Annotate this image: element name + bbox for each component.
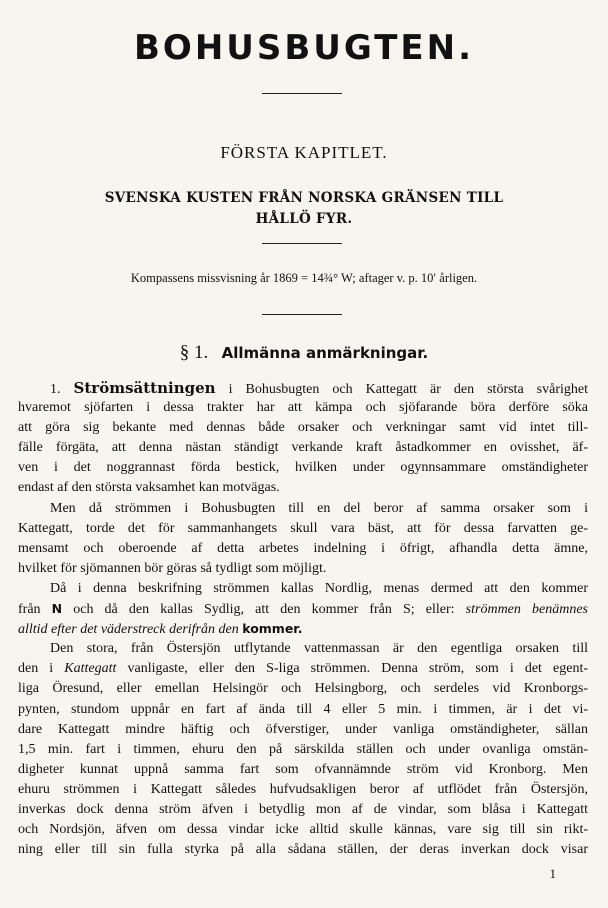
paragraph-4-line-11: ning eller till sin fulla styrka på alla sådana ställen, der deras inverkan dock visar (18, 842, 588, 858)
paragraph-4-line-10: och Nordsjön, äfven om dessa vindar icke alltid skulle kännas, vare sig till sin rikt- (18, 822, 588, 838)
paragraph-4-line-6: 1,5 min. fart i timmen, ehuru den på särskilda ställen och under ovanliga omstän- (18, 741, 588, 757)
paragraph-2-line-3: mensamt och oberoende af detta arbetes indelning i öfrigt, afhandla detta ämne, (18, 540, 588, 556)
paragraph-3-line-1: Då i denna beskrifning strömmen kallas Nordlig, menas dermed att den kommer (50, 580, 588, 596)
page-title: BOHUSBUGTEN. (134, 28, 474, 68)
text-span: i Bohusbugten och Kattegatt är den största svårighet (215, 382, 588, 397)
chapter-subtitle (40, 188, 568, 230)
subtitle-line-2: HÅLLÖ FYR. (255, 211, 353, 227)
compass-variation-note: Kompassens missvisning år 1869 = 14¾° W; aftager v. p. 10′ årligen. (130, 271, 478, 285)
section-number: § 1. (179, 342, 209, 363)
paragraph-3-line-3 (18, 619, 588, 639)
paragraph-2-line-4: hvilket för sjömannen bör göras så tydligt som möjligt. (18, 560, 327, 576)
paragraph-4-line-7: digheter kunnat uppnå samma fart som ofvannämnde ström vid Kronborg. Men (18, 761, 588, 777)
bold-span: kommer. (242, 621, 303, 637)
text-span: från (18, 602, 52, 618)
compass-divider (262, 314, 342, 315)
paragraph-4-line-2 (18, 659, 588, 679)
paragraph-1-line-5: ven i det noggrannast förda bestick, hvilken under ogynnsammare omständigheter (18, 460, 588, 476)
page-number: 1 (549, 866, 556, 881)
subtitle-line-1: SVENSKA KUSTEN FRÅN NORSKA GRÄNSEN TILL (104, 190, 504, 206)
text-span: och då den kallas Sydlig, att den kommer från S; eller: (62, 602, 466, 618)
direction-n: N (51, 601, 63, 617)
paragraph-1-line-1 (18, 378, 588, 398)
paragraph-4-line-8: ehuru strömmen i Kattegatt således hufvudsakligen beror af utflödet från Östersjön, (18, 781, 588, 797)
paragraph-1-line-2: hvaremot sjöfarten i dessa trakter har att kämpa och sjöfarande böra derföre söka (18, 400, 588, 416)
paragraph-4-line-3: liga Öresund, eller emellan Helsingör och Helsingborg, och serdeles vid Kronborgs- (18, 681, 588, 697)
section-title: Allmänna anmärkningar. (221, 344, 429, 362)
chapter-heading: FÖRSTA KAPITLET. (220, 143, 388, 162)
paragraph-4-line-4: pynten, stundom uppnår en fart af ända till 4 eller 5 min. i timmen, är i det vi- (18, 701, 588, 717)
paragraph-4-line-9: inverkas dock denna ström äfven i betydlig mon af de vindar, som blåsa i Kattegatt (18, 801, 588, 817)
paragraph-2-line-1: Men då strömmen i Bohusbugten till en del beror af samma orsaker som i (50, 500, 588, 516)
paragraph-2-line-2: Kattegatt, torde det för sammanhangets skull vara bäst, att för dessa farvatten ge- (18, 520, 588, 536)
italic-span: strömmen benämnes (465, 602, 588, 618)
paragraph-3-line-2 (18, 599, 588, 619)
title-divider (262, 93, 342, 94)
paragraph-number: 1. (50, 382, 61, 397)
text-span: vanligaste, eller den S-liga strömmen. Denna ström, som i det egent- (116, 661, 588, 677)
section-heading (0, 342, 608, 364)
body-text (18, 378, 588, 860)
paragraph-1-line-3: att göra sig bekante med dennas både orsaker och verkningar samt vid intet till- (18, 420, 588, 436)
subtitle-divider (262, 243, 342, 244)
italic-span: Kattegatt (64, 661, 117, 677)
text-span: den i (18, 661, 65, 677)
paragraph-1-line-4: fälle förgäta, att denna nästan ständigt verkande kraft åstadkommer en ovisshet, äf- (18, 440, 588, 456)
paragraph-4-line-5: dare Kattegatt mindre häftig och öfverstiger, under vanliga omständigheter, sällan (18, 721, 588, 737)
paragraph-4-line-1: Den stora, från Östersjön utflytande vattenmassan är den egentliga orsaken till (50, 641, 588, 657)
italic-span: alltid efter det väderstreck derifrån den (18, 622, 239, 638)
keyword-stromsattningen: Strömsättningen (73, 379, 216, 397)
paragraph-1-line-6: endast af den största vaksamhet kan motvägas. (18, 480, 280, 496)
